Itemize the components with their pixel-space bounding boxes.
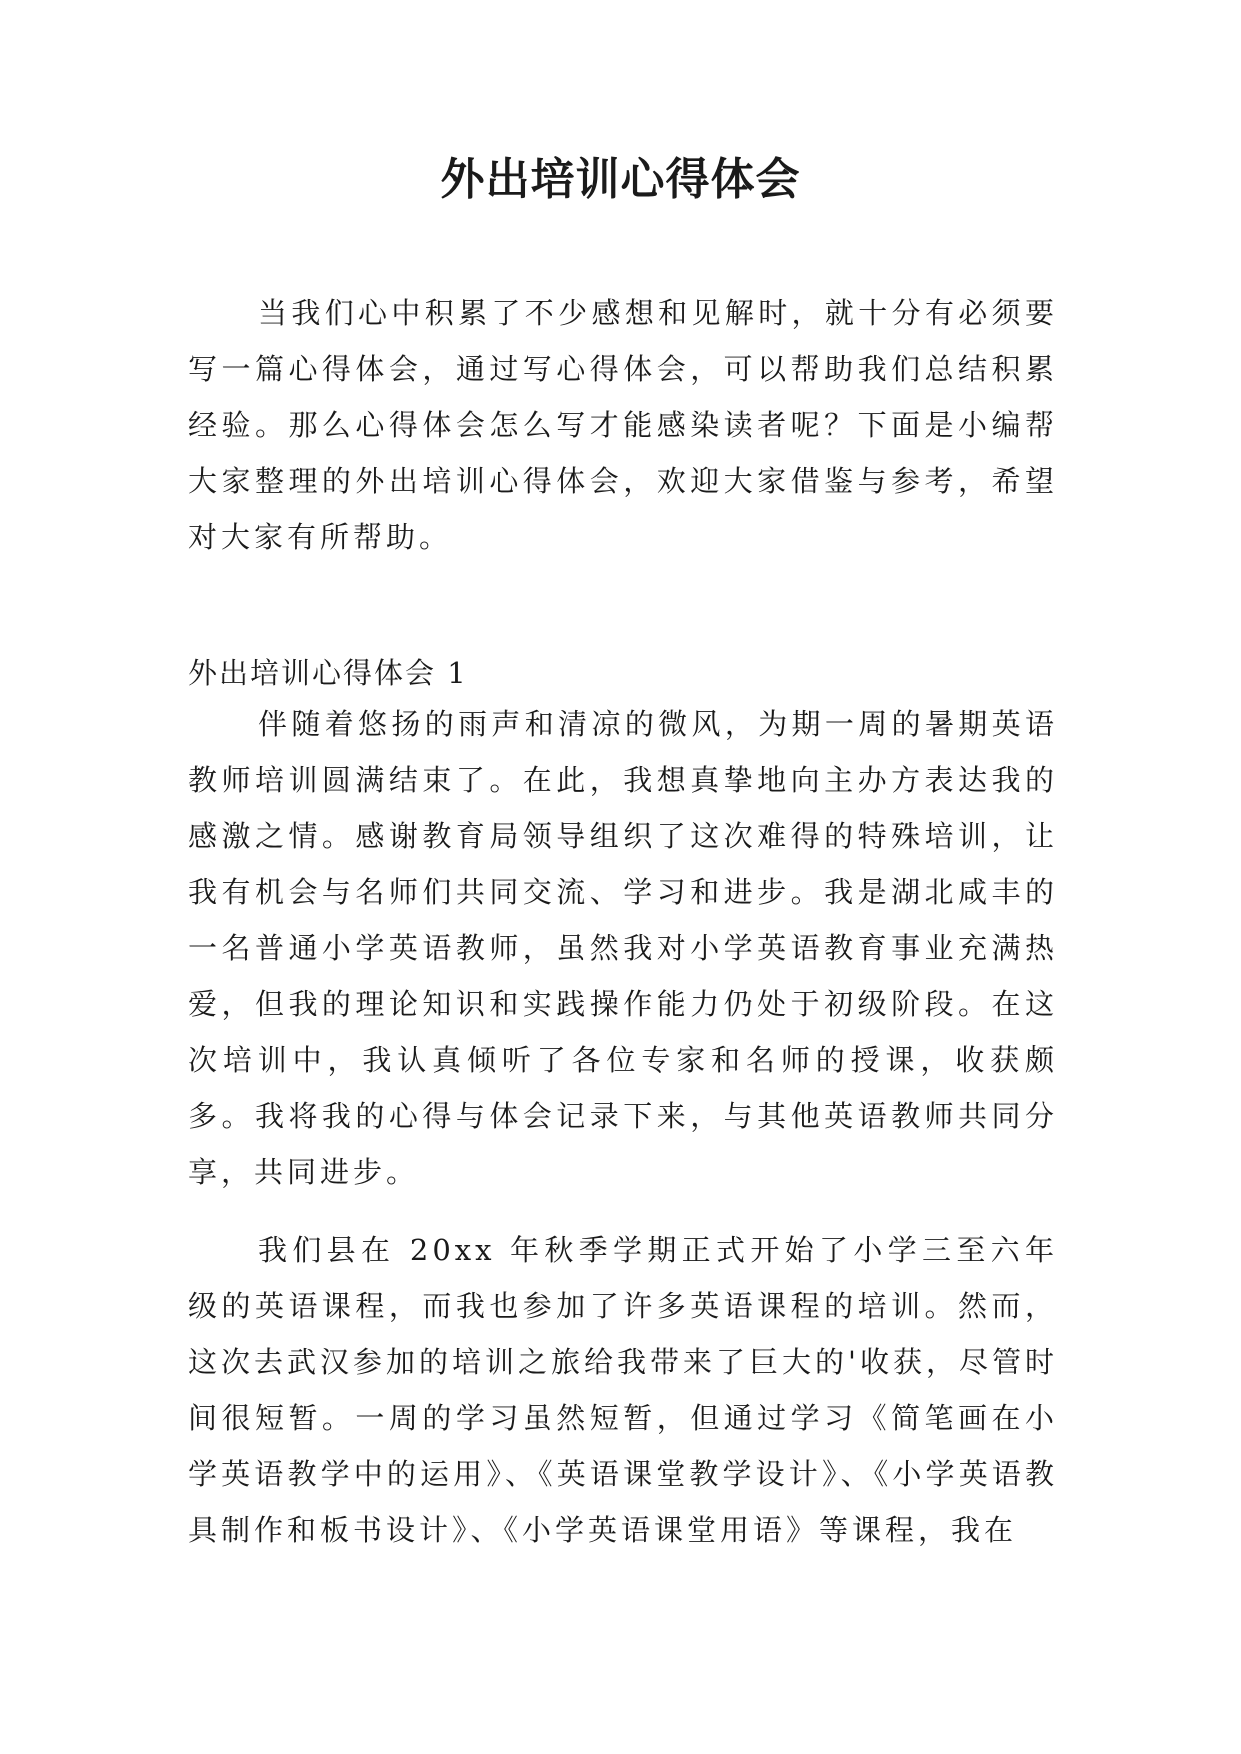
body-paragraph-2: 我们县在 20xx 年秋季学期正式开始了小学三至六年级的英语课程，而我也参加了许多英语课程的培训。然而，这次去武汉参加的培训之旅给我带来了巨大的'收获，尽管时间很短暂。一周的学习虽然短暂，但通过学习《简笔画在小学英语教学中的运用》、《英语课堂教学设计》、《小学英语教具制作和板书设计》、《小学英语课堂用语》等课程，我在 <box>188 1233 1058 1547</box>
section-heading: 外出培训心得体会 1 <box>188 656 468 690</box>
body-paragraph-1: 伴随着悠扬的雨声和清凉的微风，为期一周的暑期英语教师培训圆满结束了。在此，我想真挚地向主办方表达我的感激之情。感谢教育局领导组织了这次难得的特殊培训，让我有机会与名师们共同交流、学习和进步。我是湖北咸丰的一名普通小学英语教师，虽然我对小学英语教育事业充满热爱，但我的理论知识和实践操作能力仍处于初级阶段。在这次培训中，我认真倾听了各位专家和名师的授课，收获颇多。我将我的心得与体会记录下来，与其他英语教师共同分享，共同进步。 <box>188 707 1058 1189</box>
document-title: 外出培训心得体会 <box>440 154 801 205</box>
intro-paragraph: 当我们心中积累了不少感想和见解时，就十分有必须要写一篇心得体会，通过写心得体会，可以帮助我们总结积累经验。那么心得体会怎么写才能感染读者呢？下面是小编帮大家整理的外出培训心得体会，欢迎大家借鉴与参考，希望对大家有所帮助。 <box>188 296 1058 554</box>
